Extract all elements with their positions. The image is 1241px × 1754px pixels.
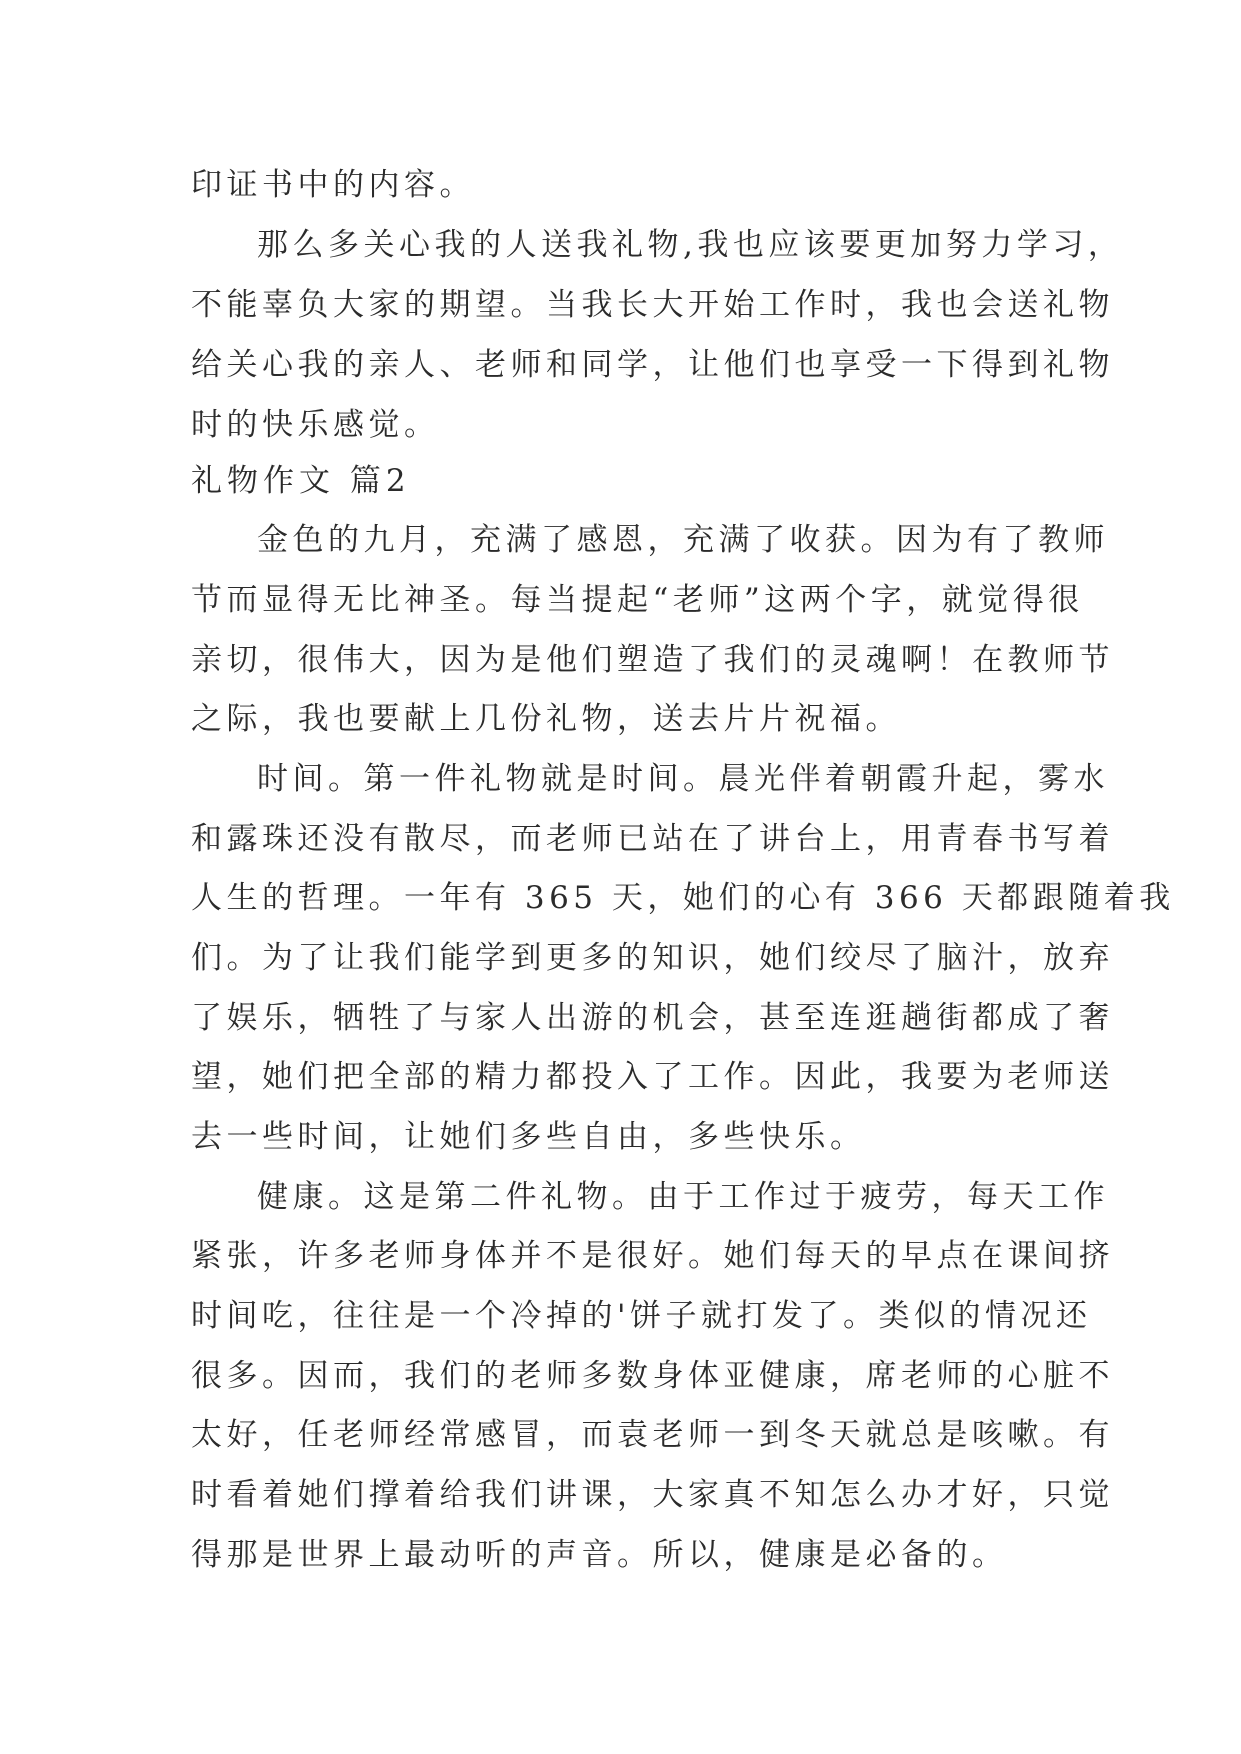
paragraph-first-line: 那么多关心我的人送我礼物,我也应该要更加努力学习， bbox=[257, 227, 1124, 263]
paragraph-line: 紧张，许多老师身体并不是很好。她们每天的早点在课间挤 bbox=[191, 1238, 1114, 1274]
paragraph-first-line: 金色的九月，充满了感恩，充满了收获。因为有了教师 bbox=[257, 522, 1109, 558]
paragraph-line: 之际，我也要献上几份礼物，送去片片祝福。 bbox=[191, 701, 901, 737]
section-heading: 礼物作文 篇2 bbox=[191, 463, 411, 499]
paragraph-first-line: 时间。第一件礼物就是时间。晨光伴着朝霞升起，雾水 bbox=[257, 761, 1109, 797]
paragraph-line: 印证书中的内容。 bbox=[191, 167, 475, 203]
paragraph-line: 很多。因而，我们的老师多数身体亚健康，席老师的心脏不 bbox=[191, 1358, 1114, 1394]
paragraph-line: 去一些时间，让她们多些自由，多些快乐。 bbox=[191, 1119, 866, 1155]
paragraph-line: 太好，任老师经常感冒，而袁老师一到冬天就总是咳嗽。有 bbox=[191, 1417, 1114, 1453]
paragraph-first-line: 健康。这是第二件礼物。由于工作过于疲劳，每天工作 bbox=[257, 1179, 1109, 1215]
paragraph-line: 时的快乐感觉。 bbox=[191, 407, 440, 443]
paragraph-line: 亲切，很伟大，因为是他们塑造了我们的灵魂啊！在教师节 bbox=[191, 642, 1114, 678]
paragraph-line: 时看着她们撑着给我们讲课，大家真不知怎么办才好，只觉 bbox=[191, 1477, 1114, 1513]
paragraph-line: 望，她们把全部的精力都投入了工作。因此，我要为老师送 bbox=[191, 1059, 1114, 1095]
paragraph-line: 了娱乐，牺牲了与家人出游的机会，甚至连逛趟街都成了奢 bbox=[191, 1000, 1114, 1036]
paragraph-line: 人生的哲理。一年有 365 天，她们的心有 366 天都跟随着我 bbox=[191, 880, 1175, 916]
paragraph-line: 不能辜负大家的期望。当我长大开始工作时，我也会送礼物 bbox=[191, 287, 1114, 323]
paragraph-line: 节而显得无比神圣。每当提起“老师”这两个字，就觉得很 bbox=[191, 582, 1084, 618]
paragraph-line: 们。为了让我们能学到更多的知识，她们绞尽了脑汁，放弃 bbox=[191, 940, 1114, 976]
paragraph-line: 和露珠还没有散尽，而老师已站在了讲台上，用青春书写着 bbox=[191, 821, 1114, 857]
paragraph-line: 时间吃，往往是一个冷掉的'饼子就打发了。类似的情况还 bbox=[191, 1298, 1092, 1334]
paragraph-line: 给关心我的亲人、老师和同学，让他们也享受一下得到礼物 bbox=[191, 347, 1114, 383]
paragraph-line: 得那是世界上最动听的声音。所以，健康是必备的。 bbox=[191, 1537, 1008, 1573]
